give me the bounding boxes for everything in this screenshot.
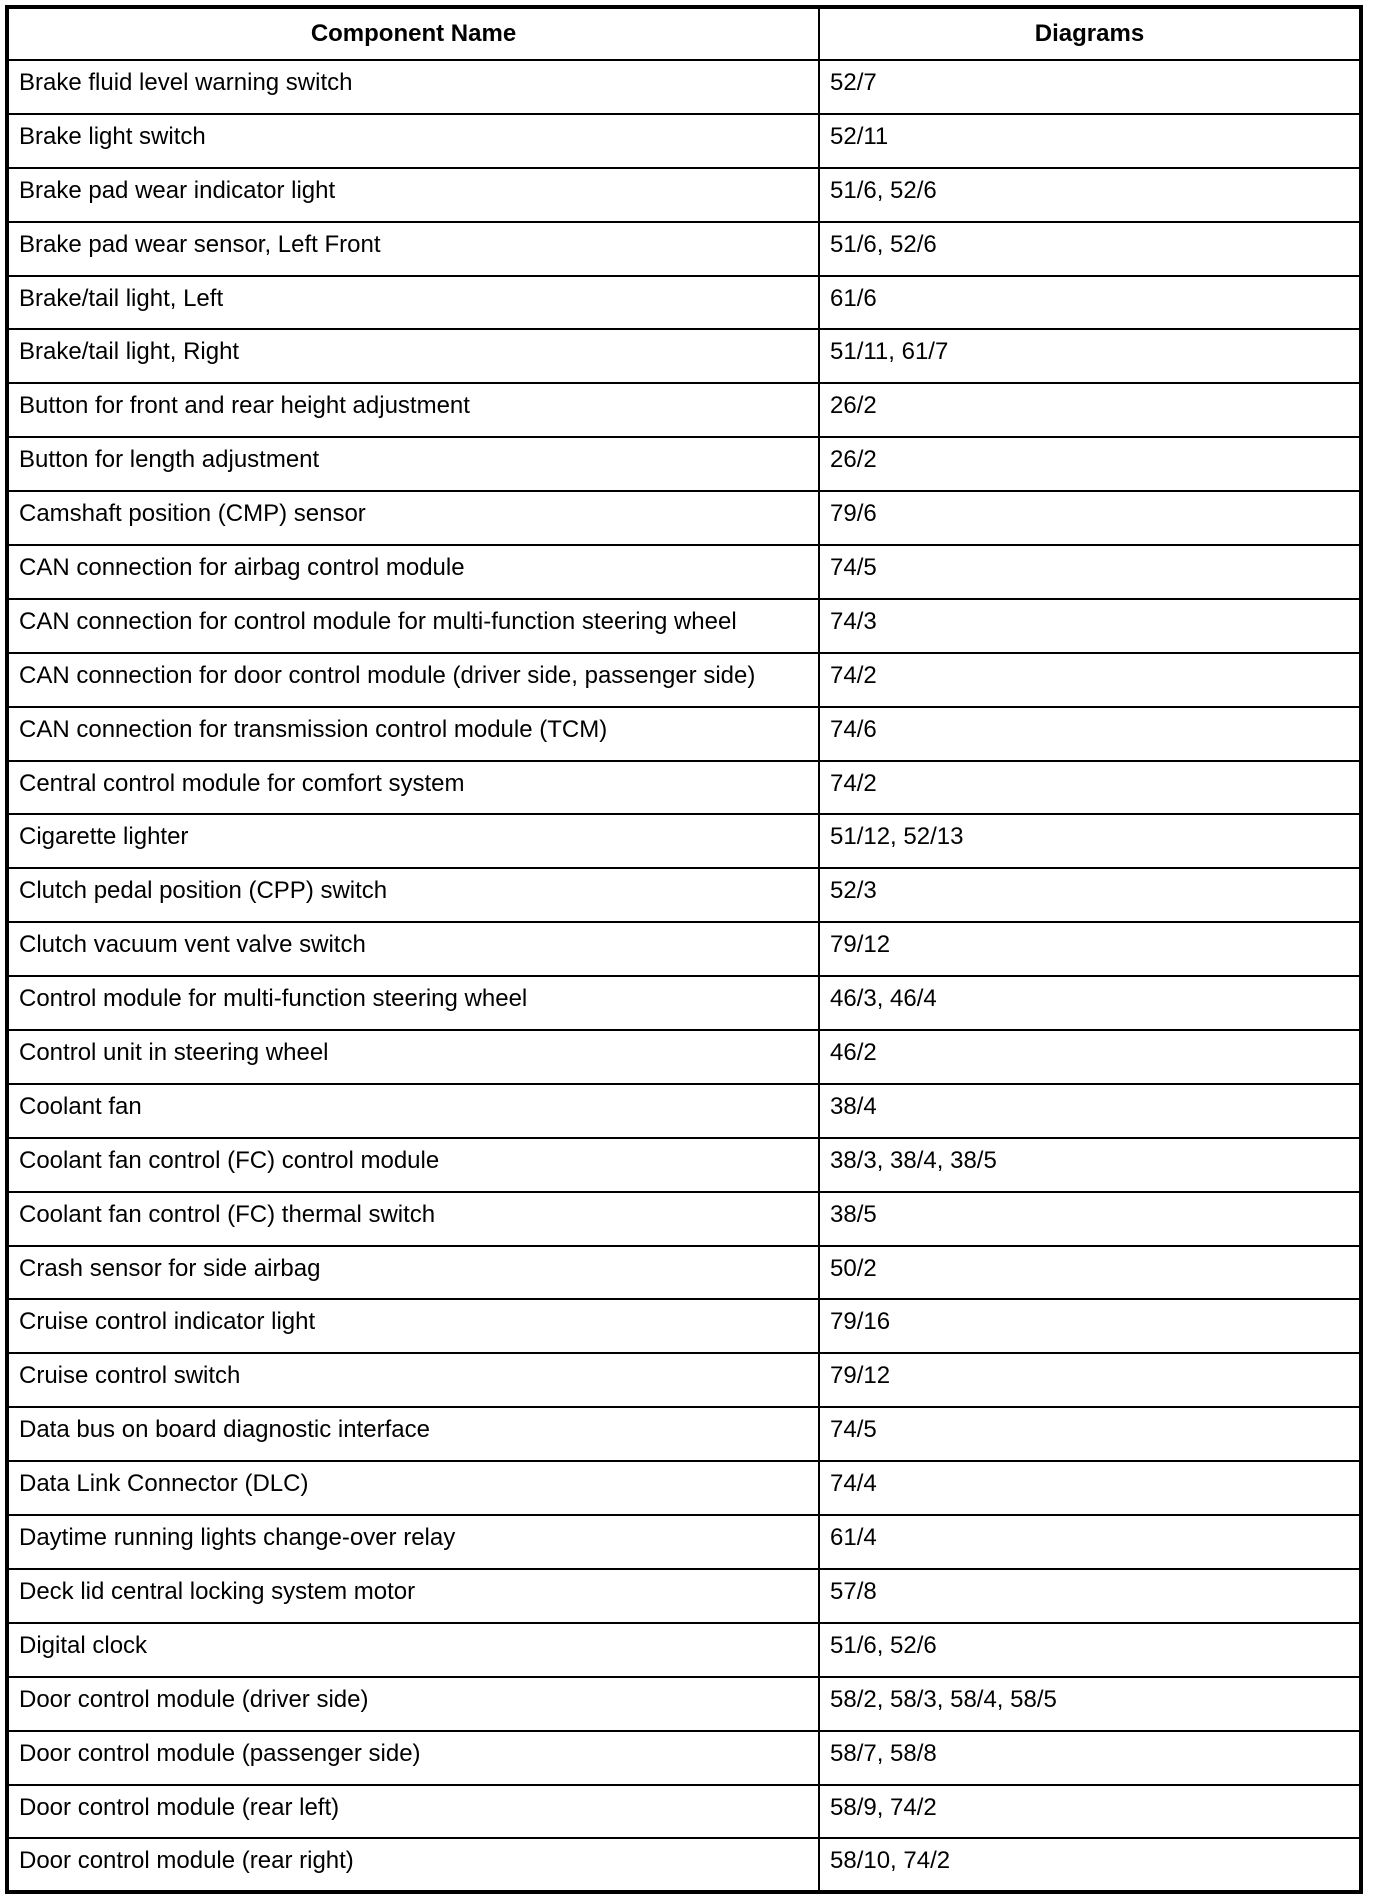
- diagrams-cell: 74/2: [819, 761, 1361, 815]
- diagrams-cell: 79/16: [819, 1299, 1361, 1353]
- table-row: [7, 1461, 1361, 1515]
- table-row: [7, 491, 1361, 545]
- table-row: [7, 1623, 1361, 1677]
- diagrams-cell: 74/5: [819, 545, 1361, 599]
- diagrams-cell: 74/3: [819, 599, 1361, 653]
- diagrams-cell: 51/6, 52/6: [819, 1623, 1361, 1677]
- diagrams-cell: 51/12, 52/13: [819, 814, 1361, 868]
- diagrams-cell: 52/11: [819, 114, 1361, 168]
- diagrams-cell: 38/4: [819, 1084, 1361, 1138]
- table-row: [7, 1677, 1361, 1731]
- table-row: [7, 761, 1361, 815]
- component-name-cell: Button for front and rear height adjustment: [7, 383, 819, 437]
- table-row: [7, 114, 1361, 168]
- diagrams-cell: 58/10, 74/2: [819, 1838, 1361, 1892]
- table-row: [7, 868, 1361, 922]
- component-name-cell: Brake/tail light, Left: [7, 276, 819, 330]
- diagrams-cell: 52/3: [819, 868, 1361, 922]
- diagrams-cell: 74/2: [819, 653, 1361, 707]
- component-name-cell: CAN connection for door control module (driver side, passenger side): [7, 653, 819, 707]
- table-row: [7, 707, 1361, 761]
- diagrams-cell: 52/7: [819, 60, 1361, 114]
- table-row: [7, 1353, 1361, 1407]
- diagrams-cell: 58/2, 58/3, 58/4, 58/5: [819, 1677, 1361, 1731]
- table-row: [7, 1192, 1361, 1246]
- diagrams-cell: 51/6, 52/6: [819, 222, 1361, 276]
- table-row: [7, 1731, 1361, 1785]
- table-row: [7, 653, 1361, 707]
- table-row: [7, 1407, 1361, 1461]
- component-name-cell: Cruise control switch: [7, 1353, 819, 1407]
- table-row: [7, 276, 1361, 330]
- diagrams-cell: 50/2: [819, 1246, 1361, 1300]
- component-name-cell: Control module for multi-function steering wheel: [7, 976, 819, 1030]
- diagrams-cell: 74/6: [819, 707, 1361, 761]
- table-header-row: [7, 7, 1361, 60]
- header-diagrams: Diagrams: [819, 7, 1361, 60]
- component-name-cell: Deck lid central locking system motor: [7, 1569, 819, 1623]
- component-name-cell: Clutch pedal position (CPP) switch: [7, 868, 819, 922]
- table-row: [7, 329, 1361, 383]
- diagrams-cell: 79/12: [819, 1353, 1361, 1407]
- component-name-cell: Brake light switch: [7, 114, 819, 168]
- table-row: [7, 1246, 1361, 1300]
- table-row: [7, 1299, 1361, 1353]
- component-name-cell: Coolant fan control (FC) thermal switch: [7, 1192, 819, 1246]
- table-row: [7, 383, 1361, 437]
- table-row: [7, 599, 1361, 653]
- component-name-cell: Door control module (rear left): [7, 1785, 819, 1839]
- diagrams-cell: 58/9, 74/2: [819, 1785, 1361, 1839]
- diagrams-cell: 26/2: [819, 437, 1361, 491]
- component-diagram-table: [5, 5, 1363, 1894]
- table-body: [7, 60, 1361, 1892]
- component-table-container: [5, 5, 1359, 1894]
- table-row: [7, 1084, 1361, 1138]
- header-component-name: Component Name: [7, 7, 819, 60]
- component-name-cell: Brake fluid level warning switch: [7, 60, 819, 114]
- table-row: [7, 814, 1361, 868]
- component-name-cell: CAN connection for transmission control module (TCM): [7, 707, 819, 761]
- component-name-cell: Crash sensor for side airbag: [7, 1246, 819, 1300]
- component-name-cell: Cruise control indicator light: [7, 1299, 819, 1353]
- component-name-cell: Control unit in steering wheel: [7, 1030, 819, 1084]
- component-name-cell: Digital clock: [7, 1623, 819, 1677]
- component-name-cell: Door control module (passenger side): [7, 1731, 819, 1785]
- table-row: [7, 437, 1361, 491]
- diagrams-cell: 46/2: [819, 1030, 1361, 1084]
- component-name-cell: Data Link Connector (DLC): [7, 1461, 819, 1515]
- table-row: [7, 976, 1361, 1030]
- table-row: [7, 1138, 1361, 1192]
- diagrams-cell: 79/6: [819, 491, 1361, 545]
- table-row: [7, 545, 1361, 599]
- diagrams-cell: 58/7, 58/8: [819, 1731, 1361, 1785]
- component-name-cell: Brake pad wear sensor, Left Front: [7, 222, 819, 276]
- component-name-cell: Central control module for comfort system: [7, 761, 819, 815]
- component-name-cell: Coolant fan: [7, 1084, 819, 1138]
- component-name-cell: Clutch vacuum vent valve switch: [7, 922, 819, 976]
- table-row: [7, 1785, 1361, 1839]
- diagrams-cell: 51/6, 52/6: [819, 168, 1361, 222]
- component-name-cell: Brake pad wear indicator light: [7, 168, 819, 222]
- table-row: [7, 168, 1361, 222]
- diagrams-cell: 61/6: [819, 276, 1361, 330]
- diagrams-cell: 74/4: [819, 1461, 1361, 1515]
- component-name-cell: Daytime running lights change-over relay: [7, 1515, 819, 1569]
- component-name-cell: CAN connection for control module for multi-function steering wheel: [7, 599, 819, 653]
- component-name-cell: Door control module (driver side): [7, 1677, 819, 1731]
- diagrams-cell: 38/5: [819, 1192, 1361, 1246]
- diagrams-cell: 51/11, 61/7: [819, 329, 1361, 383]
- diagrams-cell: 61/4: [819, 1515, 1361, 1569]
- component-name-cell: Coolant fan control (FC) control module: [7, 1138, 819, 1192]
- component-name-cell: Button for length adjustment: [7, 437, 819, 491]
- table-row: [7, 1515, 1361, 1569]
- table-row: [7, 1838, 1361, 1892]
- diagrams-cell: 74/5: [819, 1407, 1361, 1461]
- component-name-cell: Data bus on board diagnostic interface: [7, 1407, 819, 1461]
- component-name-cell: Brake/tail light, Right: [7, 329, 819, 383]
- component-name-cell: Cigarette lighter: [7, 814, 819, 868]
- table-row: [7, 922, 1361, 976]
- table-row: [7, 1569, 1361, 1623]
- table-row: [7, 60, 1361, 114]
- table-row: [7, 1030, 1361, 1084]
- diagrams-cell: 26/2: [819, 383, 1361, 437]
- diagrams-cell: 79/12: [819, 922, 1361, 976]
- component-name-cell: Door control module (rear right): [7, 1838, 819, 1892]
- diagrams-cell: 46/3, 46/4: [819, 976, 1361, 1030]
- diagrams-cell: 57/8: [819, 1569, 1361, 1623]
- diagrams-cell: 38/3, 38/4, 38/5: [819, 1138, 1361, 1192]
- table-row: [7, 222, 1361, 276]
- component-name-cell: CAN connection for airbag control module: [7, 545, 819, 599]
- component-name-cell: Camshaft position (CMP) sensor: [7, 491, 819, 545]
